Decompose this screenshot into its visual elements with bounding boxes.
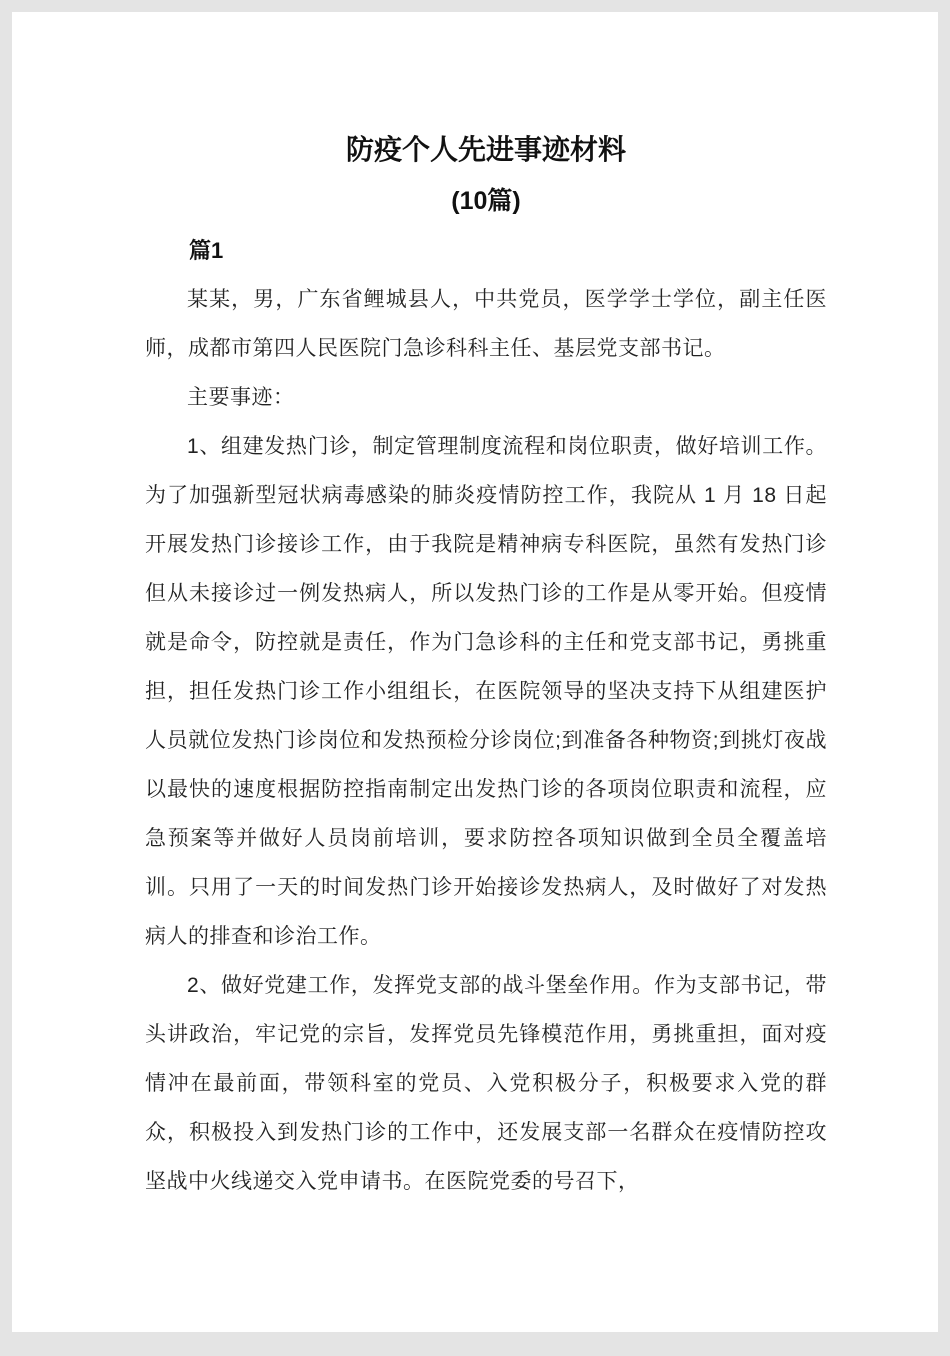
document-title: 防疫个人先进事迹材料 <box>345 134 626 165</box>
paragraph: 主要事迹： <box>187 386 295 409</box>
paragraph: 某某，男，广东省鲤城县人，中共党员，医学学士学位，副主任医师，成都市第四人民医院门急诊科科主任、基层党支部书记。 <box>145 288 827 360</box>
document-body <box>145 275 827 1206</box>
document-page <box>12 12 938 1332</box>
document-subtitle: (10篇) <box>451 187 521 215</box>
paragraph: 1、组建发热门诊，制定管理制度流程和岗位职责，做好培训工作。为了加强新型冠状病毒感染的肺炎疫情防控工作，我院从 1 月 18 日起开展发热门诊接诊工作，由于我院是精神病专科医院，虽然有发热门诊但从未接诊过一例发热病人，所以发热门诊的工作是从零开始。但疫情就是命令，防控就是责任，作为门急诊科的主任和党支部书记，勇挑重担，担任发热门诊工作小组组长，在医院领导的坚决支持下从组建医护人员就位发热门诊岗位和发热预检分诊岗位;到准备各种物资;到挑灯夜战以最快的速度根据防控指南制定出发热门诊的各项岗位职责和流程，应急预案等并做好人员岗前培训，要求防控各项知识做到全员全覆盖培训。只用了一天的时间发热门诊开始接诊发热病人，及时做好了对发热病人的排查和诊治工作。 <box>145 435 827 948</box>
paragraph: 2、做好党建工作，发挥党支部的战斗堡垒作用。作为支部书记，带头讲政治，牢记党的宗旨，发挥党员先锋模范作用，勇挑重担，面对疫情冲在最前面，带领科室的党员、入党积极分子，积极要求入党的群众，积极投入到发热门诊的工作中，还发展支部一名群众在疫情防控攻坚战中火线递交入党申请书。在医院党委的号召下， <box>145 974 827 1193</box>
section-heading: 篇1 <box>189 238 224 263</box>
